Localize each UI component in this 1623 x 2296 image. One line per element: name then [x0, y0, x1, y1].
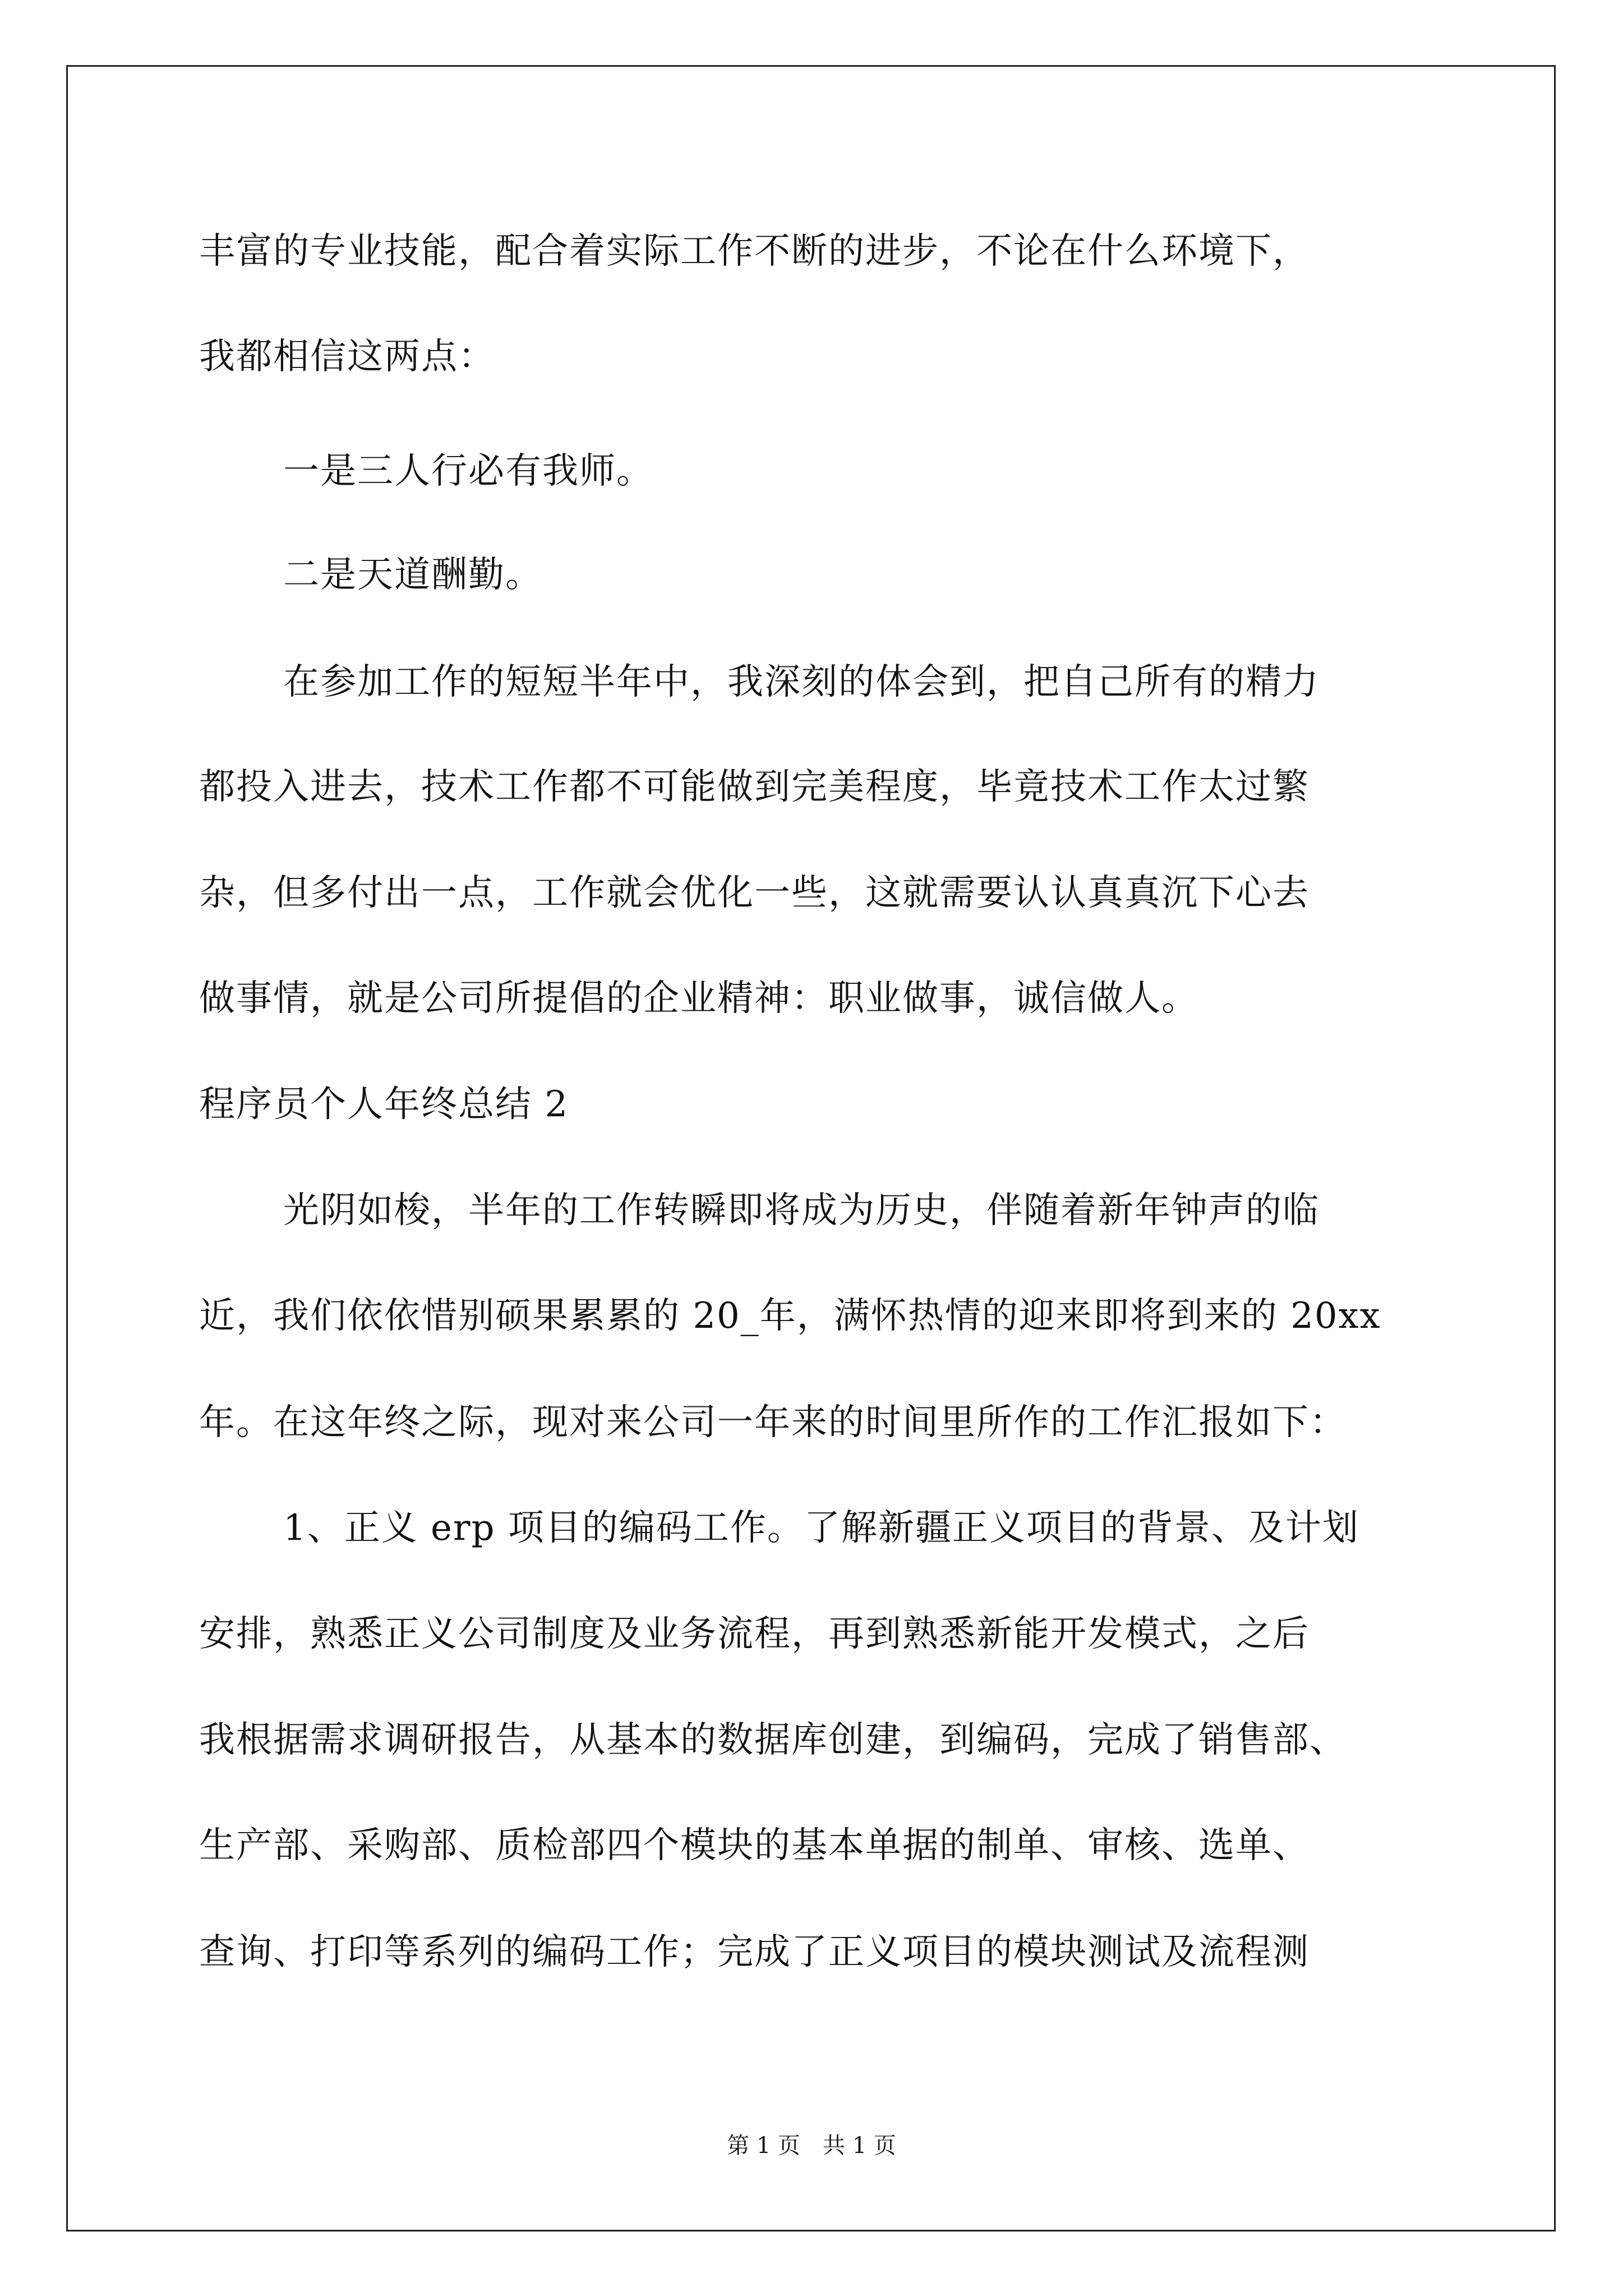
list-item: 二是天道酬勤。: [283, 554, 542, 596]
page-number-footer: 第 1 页 共 1 页: [727, 2133, 896, 2159]
body-line: 杂，但多付出一点，工作就会优化一些，这就需要认认真真沉下心去: [199, 872, 1310, 914]
body-line: 近，我们依依惜别硕果累累的 20_年，满怀热情的迎来即将到来的 20xx: [199, 1295, 1381, 1337]
paragraph-start: 在参加工作的短短半年中，我深刻的体会到，把自己所有的精力: [283, 661, 1320, 703]
body-line: 丰富的专业技能，配合着实际工作不断的进步，不论在什么环境下，: [199, 231, 1310, 272]
body-line: 我都相信这两点：: [199, 336, 495, 378]
paragraph-start: 光阴如梭，半年的工作转瞬即将成为历史，伴随着新年钟声的临: [283, 1190, 1320, 1231]
body-line: 生产部、采购部、质检部四个模块的基本单据的制单、审核、选单、: [199, 1825, 1310, 1866]
paragraph-start: 1、正义 erp 项目的编码工作。了解新疆正义项目的背景、及计划: [283, 1507, 1359, 1549]
body-line: 都投入进去，技术工作都不可能做到完美程度，毕竟技术工作太过繁: [199, 766, 1310, 808]
body-line: 年。在这年终之际，现对来公司一年来的时间里所作的工作汇报如下：: [199, 1402, 1347, 1443]
page-border: [66, 65, 1556, 2231]
section-heading: 程序员个人年终总结 2: [199, 1084, 569, 1125]
body-line: 做事情，就是公司所提倡的企业精神：职业做事，诚信做人。: [199, 978, 1198, 1019]
body-line: 查询、打印等系列的编码工作；完成了正义项目的模块测试及流程测: [199, 1931, 1310, 1973]
body-line: 我根据需求调研报告，从基本的数据库创建，到编码，完成了销售部、: [199, 1719, 1347, 1761]
list-item: 一是三人行必有我师。: [283, 450, 653, 492]
body-line: 安排，熟悉正义公司制度及业务流程，再到熟悉新能开发模式，之后: [199, 1613, 1310, 1655]
